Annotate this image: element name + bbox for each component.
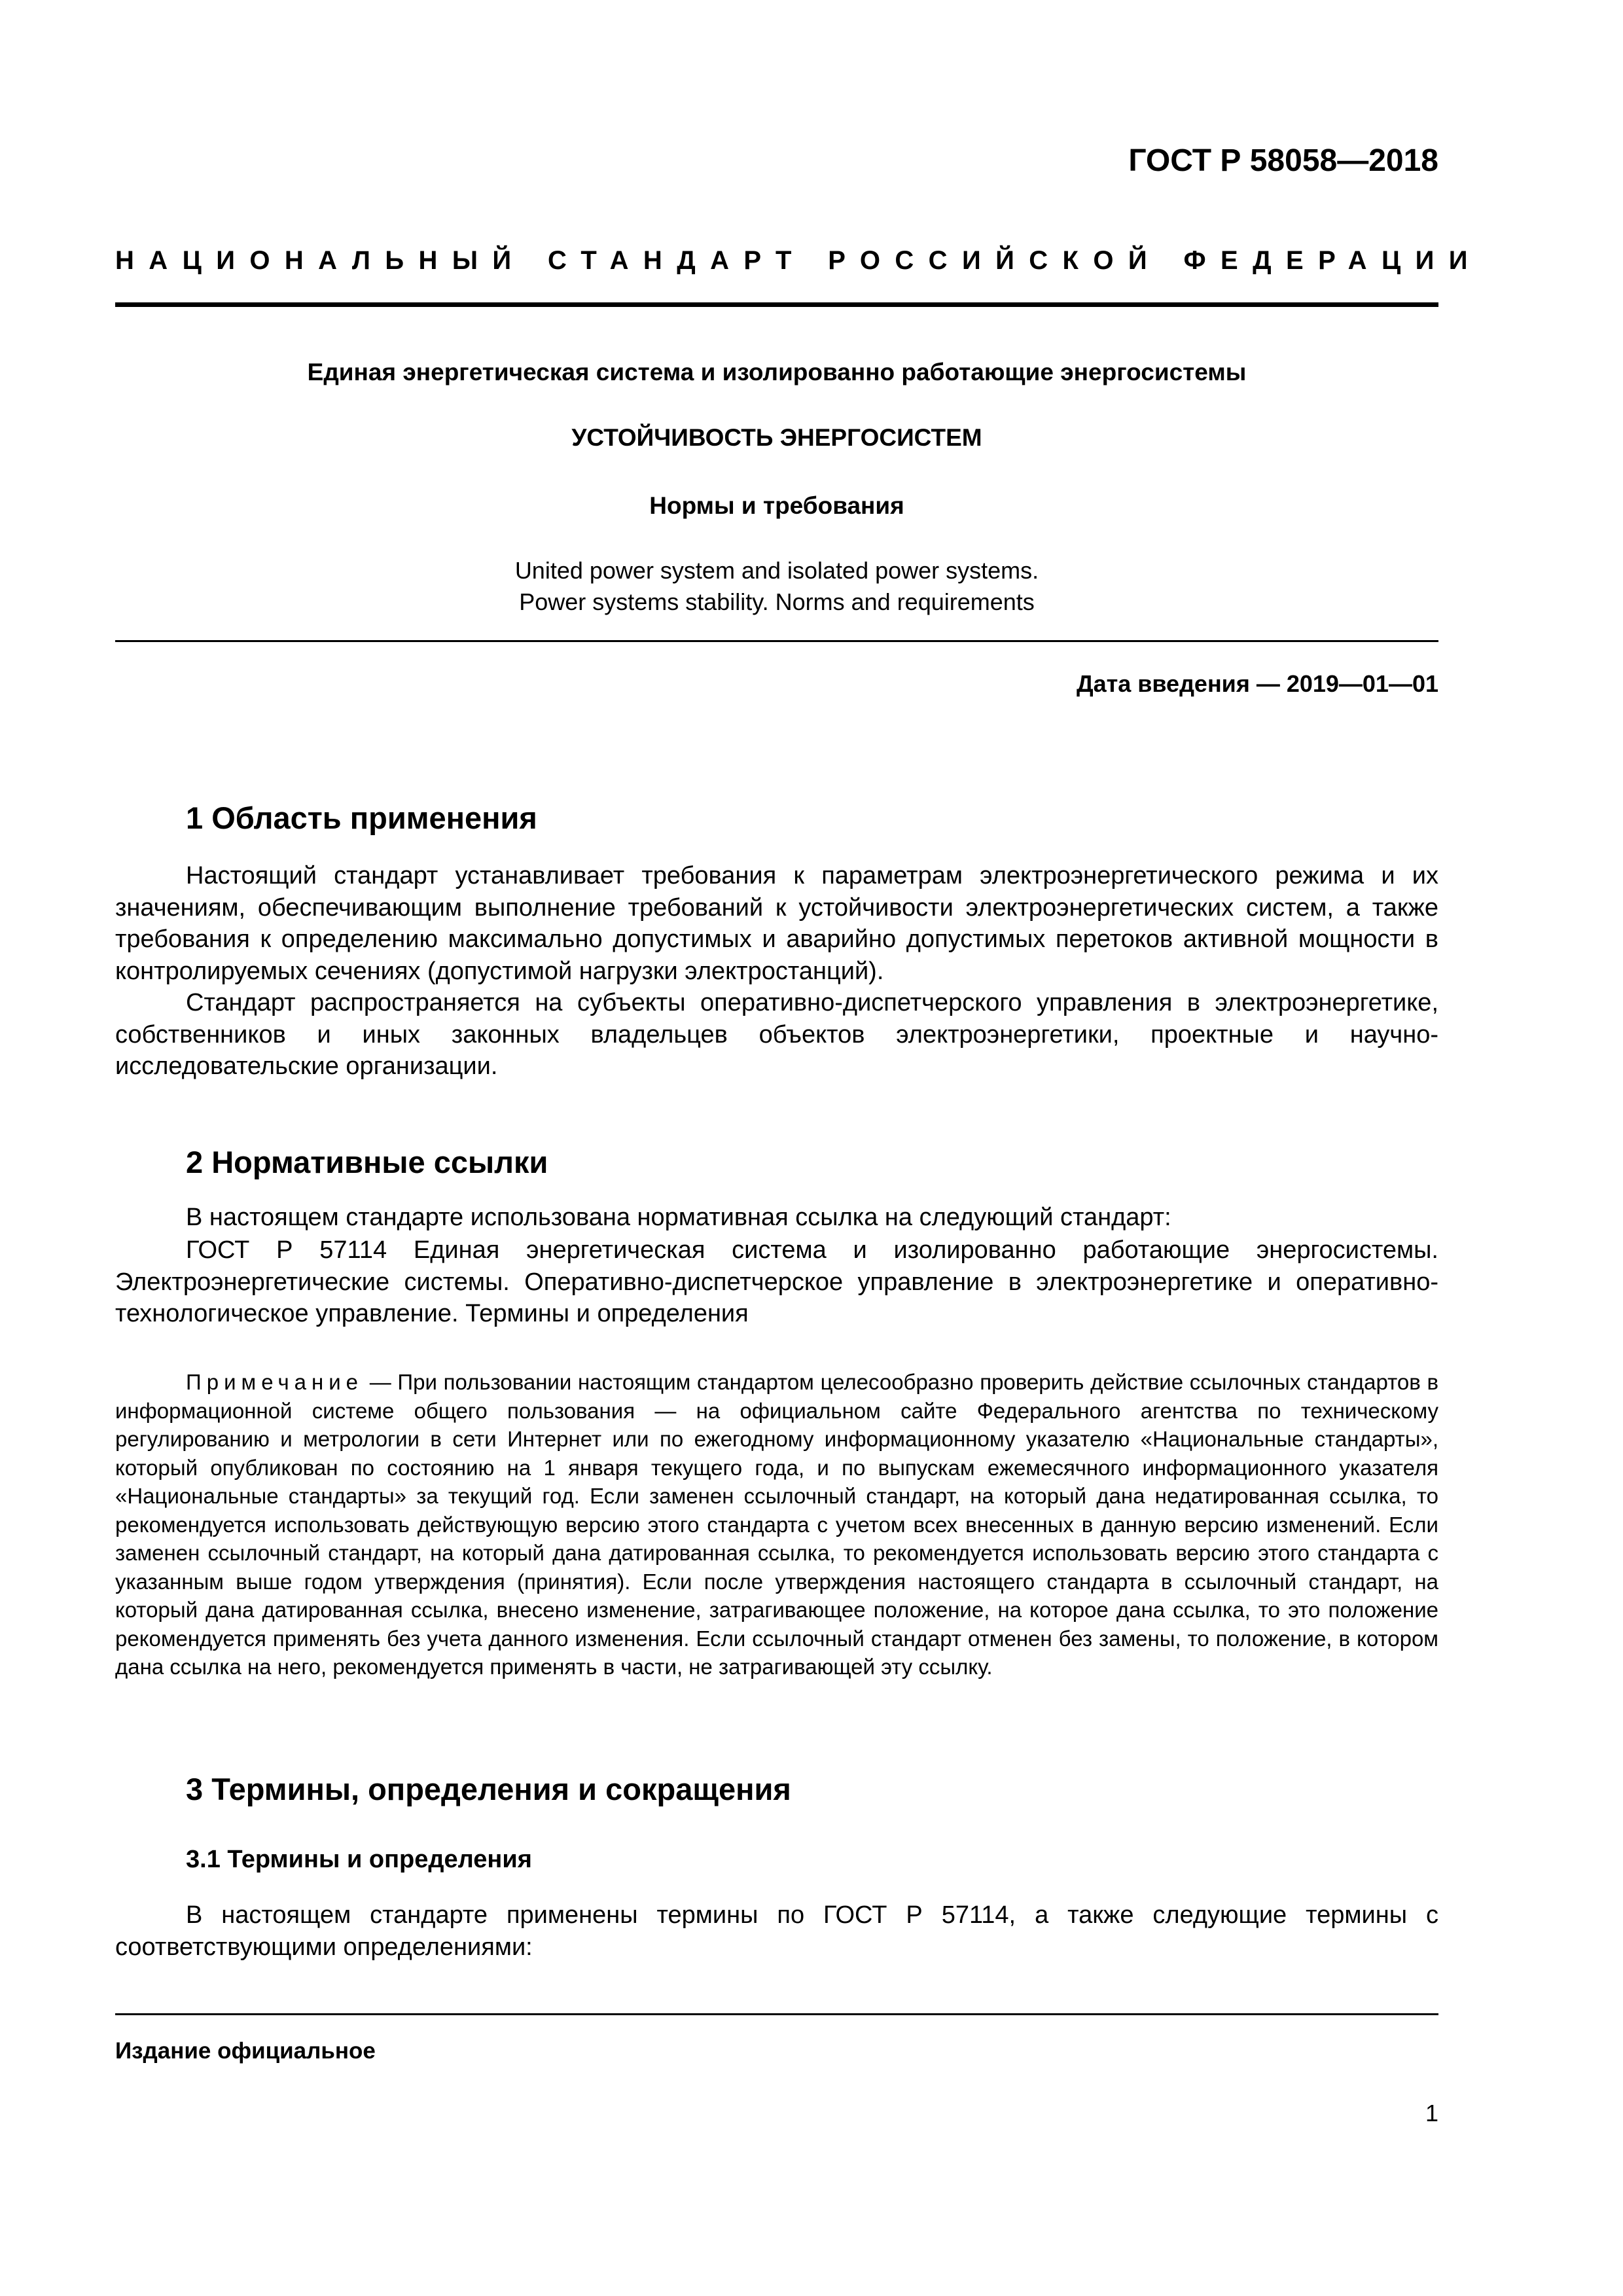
title-divider bbox=[115, 640, 1438, 642]
english-title-line-2: Power systems stability. Norms and requirements bbox=[519, 588, 1035, 615]
english-title-line-1: United power system and isolated power systems. bbox=[514, 557, 1039, 584]
section-3-heading: 3 Термины, определения и сокращения bbox=[186, 1772, 791, 1806]
section-2-paragraph-1: В настоящем стандарте использована нормативная ссылка на следующий стандарт: bbox=[186, 1204, 1171, 1231]
section-3-1-heading: 3.1 Термины и определения bbox=[186, 1846, 532, 1873]
note-text: — При пользовании настоящим стандартом целесообразно проверить действие ссылочных стандартов в информационной системе общего пользования — на официальном сайте Федерального агентства по техническому регулированию и метрологии в сети Интернет или по ежегодному информационному указателю «Национальные стандарты», который опубликован по состоянию на 1 января текущего года, и по выпускам ежемесячного информационного указателя «Национальные стандарты» за текущий год. Если заменен ссылочный стандарт, на который дана недатированная ссылка, то рекомендуется использовать действующую версию этого стандарта с учетом всех внесенных в данную версию изменений. Если заменен ссылочный стандарт, на который дана датированная ссылка, то рекомендуется использовать версию этого стандарта с указанным выше годом утверждения (принятия). Если после утверждения настоящего стандарта в ссылочный стандарт, на который дана датированная ссылка, внесено изменение, затрагивающее положение, на которое дана ссылка, то это положение рекомендуется применять без учета данного изменения. Если ссылочный стандарт отменен без замены, то положение, в котором дана ссылка на него, рекомендуется применять в части, не затрагивающей эту ссылку. bbox=[115, 1370, 1438, 1679]
section-1-paragraph-1: Настоящий стандарт устанавливает требования к параметрам электроэнергетического режима и их значениям, обеспечивающим выполнение требований к устойчивости электроэнергетических систем, а также требования к определению максимально допустимых и аварийно допустимых перетоков активной мощности в контролируемых сечениях (допустимой нагрузки электростанций). bbox=[115, 862, 1438, 985]
note-label: Примечание bbox=[186, 1370, 364, 1394]
introduction-date: Дата введения — 2019—01—01 bbox=[1076, 670, 1438, 697]
document-subtitle-2: Нормы и требования bbox=[649, 492, 904, 519]
header-divider bbox=[115, 302, 1438, 307]
standard-code: ГОСТ Р 58058—2018 bbox=[1128, 143, 1438, 178]
national-standard-banner: НАЦИОНАЛЬНЫЙ СТАНДАРТ РОССИЙСКОЙ ФЕДЕРАЦИИ bbox=[115, 246, 1482, 275]
english-title bbox=[115, 555, 1438, 618]
page-number: 1 bbox=[1425, 2100, 1438, 2126]
footer-divider bbox=[115, 2013, 1438, 2015]
section-2-heading: 2 Нормативные ссылки bbox=[186, 1145, 548, 1179]
document-subtitle: УСТОЙЧИВОСТЬ ЭНЕРГОСИСТЕМ bbox=[571, 424, 982, 451]
section-2-reference: ГОСТ Р 57114 Единая энергетическая система и изолированно работающие энергосистемы. Электроэнергетические системы. Оперативно-диспетчерское управление в электроэнергетике и оперативно-технологическое управление. Термины и определения bbox=[115, 1236, 1438, 1327]
section-1-heading: 1 Область применения bbox=[186, 800, 537, 835]
note-block bbox=[115, 1368, 1438, 1681]
section-3-paragraph-1: В настоящем стандарте применены термины по ГОСТ Р 57114, а также следующие термины с соответствующими определениями: bbox=[115, 1901, 1438, 1961]
document-title: Единая энергетическая система и изолированно работающие энергосистемы bbox=[307, 359, 1247, 386]
section-1-paragraph-2: Стандарт распространяется на субъекты оперативно-диспетчерского управления в электроэнергетике, собственников и иных законных владельцев объектов электроэнергетики, проектные и научно-исследовательские организации. bbox=[115, 989, 1438, 1080]
edition-label: Издание официальное bbox=[115, 2038, 376, 2064]
